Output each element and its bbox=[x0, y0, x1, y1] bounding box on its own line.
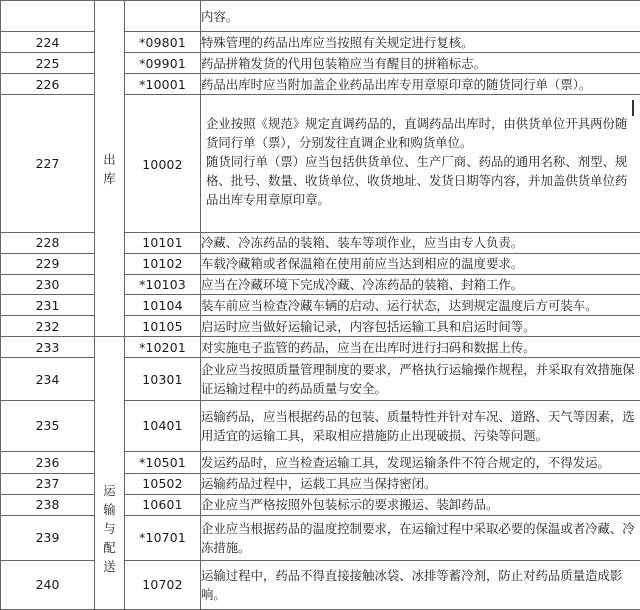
item-content: 装车前应当检查冷藏车辆的启动、运行状态，达到规定温度后方可装车。 bbox=[201, 295, 640, 316]
item-content: 冷藏、冷冻药品的装箱、装车等项作业，应当由专人负责。 bbox=[201, 232, 640, 253]
item-paragraph: 企业按照《规范》规定直调药品的，直调药品出库时，由供货单位开具两份随货同行单（票），分别发往直调企业和购货单位。 bbox=[206, 116, 628, 151]
item-code: *10001 bbox=[125, 74, 201, 95]
item-code-text: 10002 bbox=[142, 156, 183, 172]
item-code: *09901 bbox=[125, 53, 201, 74]
item-code: *10701 bbox=[125, 515, 201, 560]
section-char: 出 bbox=[103, 151, 116, 167]
item-number: 234 bbox=[1, 358, 95, 401]
item-content: 企业应当根据药品的温度控制要求，在运输过程中采取必要的保温或者冷藏、冷冻措施。 bbox=[201, 515, 640, 560]
item-code: 10502 bbox=[125, 473, 201, 494]
item-number: 238 bbox=[1, 494, 95, 515]
item-content: 启运时应当做好运输记录，内容包括运输工具和启运时间等。 bbox=[201, 316, 640, 337]
item-number: 232 bbox=[1, 316, 95, 337]
item-code: *10501 bbox=[125, 451, 201, 473]
item-number: 228 bbox=[1, 232, 95, 253]
item-content: 发运药品时，应当检查运输工具，发现运输条件不符合规定的，不得发运。 bbox=[201, 451, 640, 473]
item-content: 药品拼箱发货的代用包装箱应当有醒目的拼箱标志。 bbox=[201, 53, 640, 74]
item-code: 10702 bbox=[125, 560, 201, 609]
table-row bbox=[1, 1, 640, 32]
section-char: 运 bbox=[103, 482, 116, 498]
item-number: 226 bbox=[1, 74, 95, 95]
item-code: *09801 bbox=[125, 32, 201, 53]
item-code-cell bbox=[125, 1, 201, 32]
section-char: 送 bbox=[103, 558, 116, 574]
item-number: 225 bbox=[1, 53, 95, 74]
item-number: 224 bbox=[1, 32, 95, 53]
section-label-transport bbox=[95, 337, 125, 610]
item-code: 10104 bbox=[125, 295, 201, 316]
section-label-outbound bbox=[95, 1, 125, 337]
item-content: 应当在冷藏环境下完成冷藏、冷冻药品的装箱、封箱工作。 bbox=[201, 274, 640, 295]
item-number: 237 bbox=[1, 473, 95, 494]
item-number: 233 bbox=[1, 337, 95, 358]
item-content bbox=[201, 95, 640, 232]
item-number: 230 bbox=[1, 274, 95, 295]
item-code: 10601 bbox=[125, 494, 201, 515]
item-code: *10103 bbox=[125, 274, 201, 295]
text-cursor-mark bbox=[632, 100, 634, 116]
item-number: 231 bbox=[1, 295, 95, 316]
item-number: 235 bbox=[1, 401, 95, 451]
item-content: 车载冷藏箱或者保温箱在使用前应当达到相应的温度要求。 bbox=[201, 253, 640, 274]
item-code: 10301 bbox=[125, 358, 201, 401]
section-char: 库 bbox=[103, 170, 116, 186]
item-paragraph: 随货同行单（票）应当包括供货单位、生产厂商、药品的通用名称、剂型、规格、批号、数量、收货单位、收货地址、发货日期等内容，并加盖供货单位药品出库专用章原印章。 bbox=[206, 154, 628, 208]
item-content: 运输过程中，药品不得直接接触冰袋、冰排等蓄冷剂，防止对药品质量造成影响。 bbox=[201, 560, 640, 609]
item-number: 239 bbox=[1, 515, 95, 560]
item-content: 运输药品过程中，运载工具应当保持密闭。 bbox=[201, 473, 640, 494]
item-code: 10102 bbox=[125, 253, 201, 274]
item-content: 对实施电子监管的药品，应当在出库时进行扫码和数据上传。 bbox=[201, 337, 640, 358]
section-char: 与 bbox=[103, 520, 116, 536]
item-content: 企业应当严格按照外包装标示的要求搬运、装卸药品。 bbox=[201, 494, 640, 515]
item-number: 240 bbox=[1, 560, 95, 609]
item-number-cell bbox=[1, 1, 95, 32]
section-char: 配 bbox=[103, 539, 116, 555]
item-number: 236 bbox=[1, 451, 95, 473]
item-content: 企业应当按照质量管理制度的要求，严格执行运输操作规程，并采取有效措施保证运输过程中的药品质量与安全。 bbox=[201, 358, 640, 401]
section-char: 输 bbox=[103, 501, 116, 517]
item-content: 运输药品，应当根据药品的包装、质量特性并针对车况、道路、天气等因素，选用适宜的运输工具，采取相应措施防止出现破损、污染等问题。 bbox=[201, 401, 640, 451]
item-code: 10401 bbox=[125, 401, 201, 451]
item-content: 内容。 bbox=[201, 1, 640, 32]
item-content: 药品出库时应当附加盖企业药品出库专用章原印章的随货同行单（票）。 bbox=[201, 74, 640, 95]
table-row bbox=[1, 337, 640, 358]
item-code: *10201 bbox=[125, 337, 201, 358]
item-code: 10101 bbox=[125, 232, 201, 253]
item-number: 227 bbox=[1, 95, 95, 232]
item-code: 10105 bbox=[125, 316, 201, 337]
item-content: 特殊管理的药品出库应当按照有关规定进行复核。 bbox=[201, 32, 640, 53]
item-number: 229 bbox=[1, 253, 95, 274]
item-code bbox=[125, 95, 201, 232]
